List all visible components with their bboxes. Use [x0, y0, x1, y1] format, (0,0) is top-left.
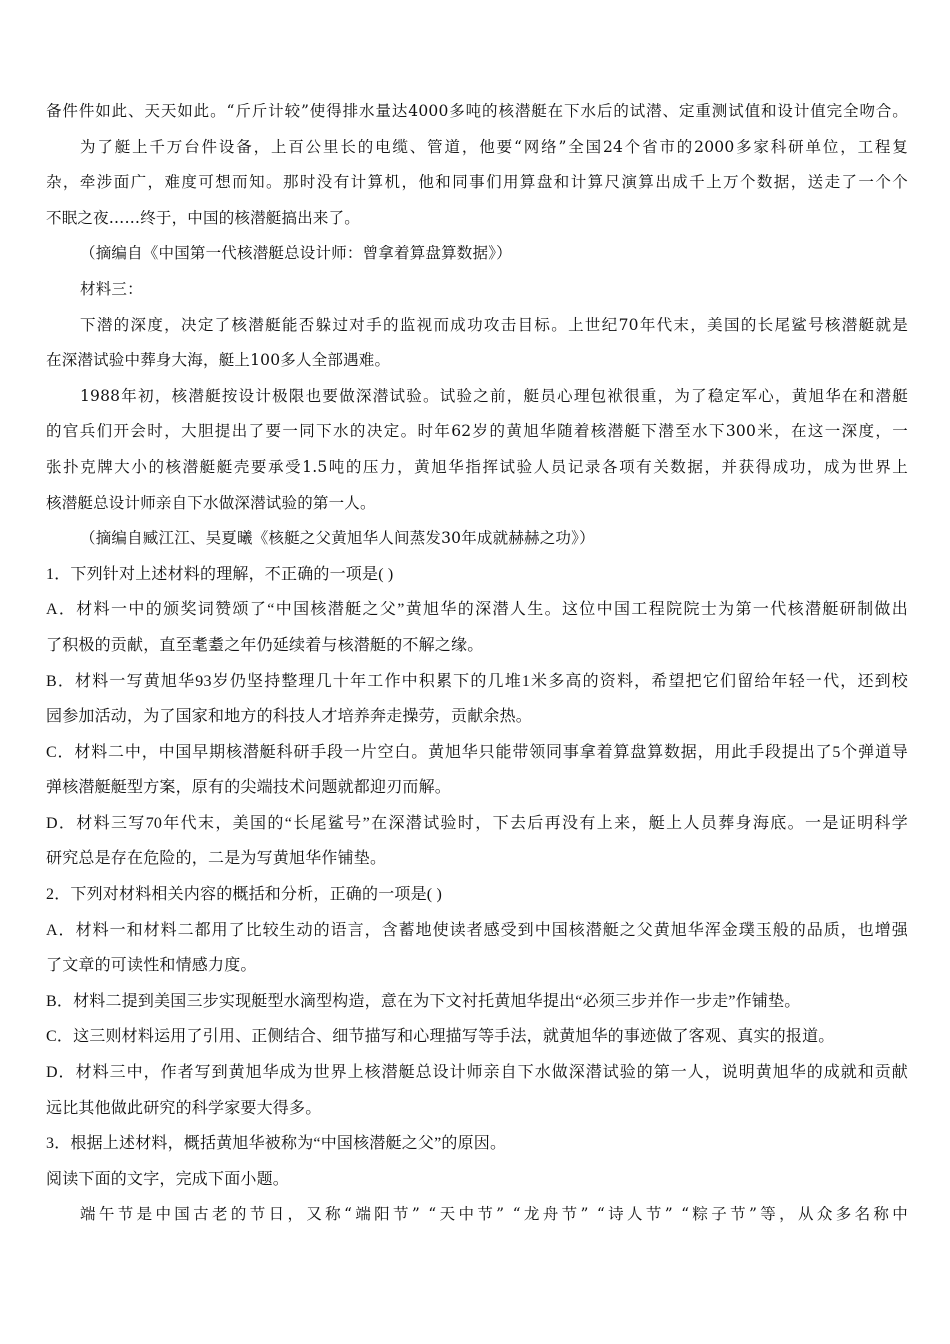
- question-line: A．材料一和材料二都用了比较生动的语言，含蓄地使读者感受到中国核潜艇之父黄旭华浑金璞玉般的品质，也增强: [46, 921, 908, 939]
- paragraph-line: 下潜的深度，决定了核潜艇能否躲过对手的监视而成功攻击目标。上世纪70年代末，美国的长尾鲨号核潜艇就是: [80, 315, 908, 334]
- paragraph-line: 的官兵们开会时，大胆提出了要一同下水的决定。时年62岁的黄旭华随着核潜艇下潜至水下300米，在这一深度，一: [46, 422, 908, 441]
- question-line: 研究总是存在危险的，二是为写黄旭华作铺垫。: [46, 850, 387, 868]
- question-line: C．材料二中，中国早期核潜艇科研手段一片空白。黄旭华只能带领同事拿着算盘算数据，用此手段提出了5个弹道导: [46, 743, 908, 761]
- question-line: 3．根据上述材料，概括黄旭华被称为“中国核潜艇之父”的原因。: [46, 1135, 507, 1153]
- question-line: 弹核潜艇艇型方案，原有的尖端技术问题就都迎刃而解。: [46, 779, 452, 797]
- question-line: C．这三则材料运用了引用、正侧结合、细节描写和心理描写等手法，就黄旭华的事迹做了客观、真实的报道。: [46, 1028, 835, 1046]
- question-line: 2．下列对材料相关内容的概括和分析，正确的一项是( ): [46, 886, 443, 904]
- paragraph-line: 在深潜试验中葬身大海，艇上100多人全部遇难。: [46, 351, 391, 370]
- paragraph-line: 为了艇上千万台件设备，上百公里长的电缆、管道，他要“网络”全国24个省市的2000多家科研单位，工程复: [80, 137, 908, 156]
- paragraph-line: 材料三：: [80, 279, 143, 298]
- paragraph-line: 不眠之夜……终于，中国的核潜艇搞出来了。: [46, 208, 361, 227]
- question-line: B．材料一写黄旭华93岁仍坚持整理几十年工作中积累下的几堆1米多高的资料，希望把它们留给年轻一代，还到校: [46, 672, 908, 690]
- paragraph-line: 端午节是中国古老的节日，又称“端阳节” “天中节” “龙舟节” “诗人节” “粽子节”等，从众多名称中: [80, 1205, 908, 1224]
- question-line: 阅读下面的文字，完成下面小题。: [46, 1170, 290, 1188]
- paragraph-line: （摘编自《中国第一代核潜艇总设计师：曾拿着算盘算数据》）: [80, 244, 512, 263]
- paragraph-line: （摘编自臧江江、吴夏曦《核艇之父黄旭华人间蒸发30年成就赫赫之功》）: [80, 529, 595, 548]
- question-line: 了文章的可读性和情感力度。: [46, 957, 257, 975]
- question-line: D．材料三写70年代末，美国的“长尾鲨号”在深潜试验时，下去后再没有上来，艇上人员葬身海底。一是证明科学: [46, 814, 908, 832]
- question-line: 了积极的贡献，直至耄耋之年仍延续着与核潜艇的不解之缘。: [46, 636, 484, 654]
- question-line: D．材料三中，作者写到黄旭华成为世界上核潜艇总设计师亲自下水做深潜试验的第一人，说明黄旭华的成就和贡献: [46, 1064, 908, 1082]
- paragraph-line: 核潜艇总设计师亲自下水做深潜试验的第一人。: [46, 493, 376, 512]
- question-line: A．材料一中的颁奖词赞颂了“中国核潜艇之父”黄旭华的深潜人生。这位中国工程院院士为第一代核潜艇研制做出: [46, 601, 908, 619]
- paragraph-line: 1988年初，核潜艇按设计极限也要做深潜试验。试验之前，艇员心理包袱很重，为了稳定军心，黄旭华在和潜艇: [80, 386, 908, 405]
- question-line: 远比其他做此研究的科学家要大得多。: [46, 1099, 322, 1117]
- question-line: 园参加活动，为了国家和地方的科技人才培养奔走操劳，贡献余热。: [46, 708, 533, 726]
- question-line: B．材料二提到美国三步实现艇型水滴型构造，意在为下文衬托黄旭华提出“必须三步并作一步走”作铺垫。: [46, 992, 801, 1010]
- question-line: 1．下列针对上述材料的理解，不正确的一项是( ): [46, 565, 394, 583]
- document-page: [46, 94, 908, 1233]
- paragraph-line: 杂，牵涉面广，难度可想而知。那时没有计算机，他和同事们用算盘和计算尺演算出成千上万个数据，送走了一个个: [46, 173, 908, 192]
- paragraph-line: 张扑克牌大小的核潜艇艇壳要承受1.5吨的压力，黄旭华指挥试验人员记录各项有关数据，并获得成功，成为世界上: [46, 457, 908, 476]
- paragraph-line: 备件件如此、天天如此。“斤斤计较”使得排水量达4000多吨的核潜艇在下水后的试潜、定重测试值和设计值完全吻合。: [46, 102, 908, 120]
